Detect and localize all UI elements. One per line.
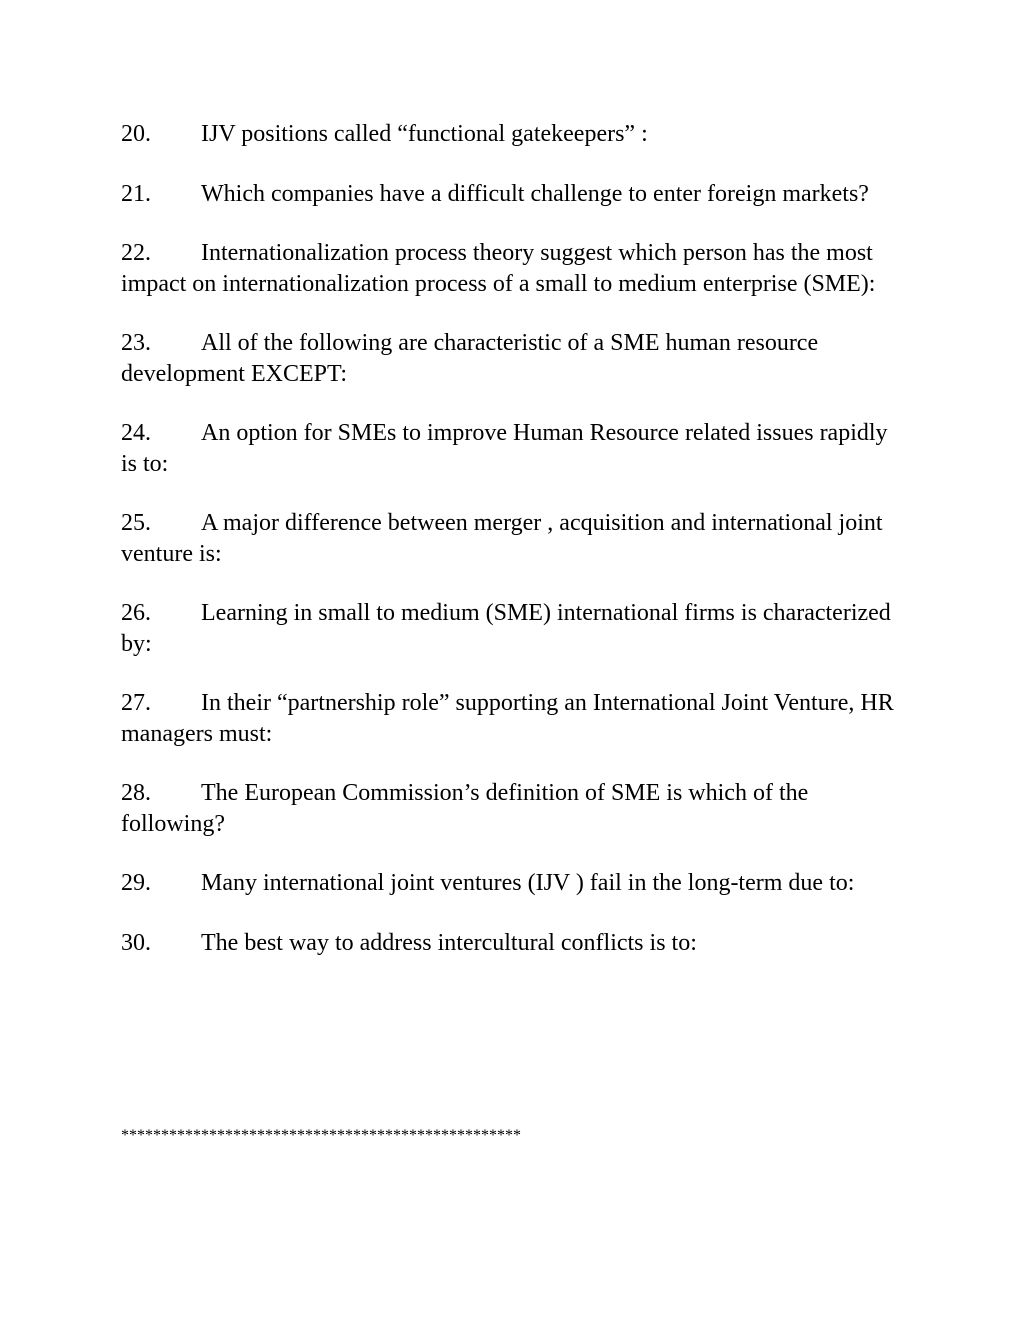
question-number: 23.: [121, 330, 151, 356]
question-30: [121, 928, 906, 959]
question-24: [121, 418, 906, 479]
question-number: 30.: [121, 929, 151, 956]
question-number: 26.: [121, 600, 151, 626]
question-text: All of the following are characteristic of a SME human resource development EXCEPT:: [121, 330, 819, 387]
question-list: [121, 119, 906, 987]
question-28: [121, 778, 906, 839]
asterisk-separator: **************************************************: [121, 1127, 521, 1144]
question-22: [121, 238, 906, 299]
question-number: 24.: [121, 420, 151, 446]
question-26: [121, 598, 906, 659]
question-27: [121, 688, 906, 749]
question-number: 25.: [121, 510, 151, 536]
question-text: Learning in small to medium (SME) international firms is characterized by:: [121, 600, 891, 657]
question-text: A major difference between merger , acquisition and international joint venture is:: [121, 510, 883, 567]
question-20: [121, 119, 906, 150]
question-text: Many international joint ventures (IJV ) fail in the long-term due to:: [201, 870, 855, 896]
question-text: Which companies have a difficult challenge to enter foreign markets?: [201, 180, 869, 207]
question-text: An option for SMEs to improve Human Resource related issues rapidly is to:: [121, 420, 888, 477]
question-text: Internationalization process theory suggest which person has the most impact on internationalization process of a small to medium enterprise (SME):: [121, 240, 876, 297]
question-number: 29.: [121, 870, 151, 896]
question-number: 27.: [121, 690, 151, 716]
question-number: 28.: [121, 780, 151, 806]
question-23: [121, 328, 906, 389]
question-text: The best way to address intercultural conflicts is to:: [201, 929, 697, 956]
question-25: [121, 508, 906, 569]
question-text: IJV positions called “functional gatekeepers” :: [201, 121, 648, 147]
question-number: 22.: [121, 240, 151, 266]
question-number: 21.: [121, 180, 151, 207]
question-number: 20.: [121, 121, 151, 147]
question-text: In their “partnership role” supporting an International Joint Venture, HR managers must:: [121, 690, 894, 747]
question-21: [121, 179, 906, 210]
question-text: The European Commission’s definition of SME is which of the following?: [121, 780, 809, 837]
question-29: [121, 868, 906, 899]
